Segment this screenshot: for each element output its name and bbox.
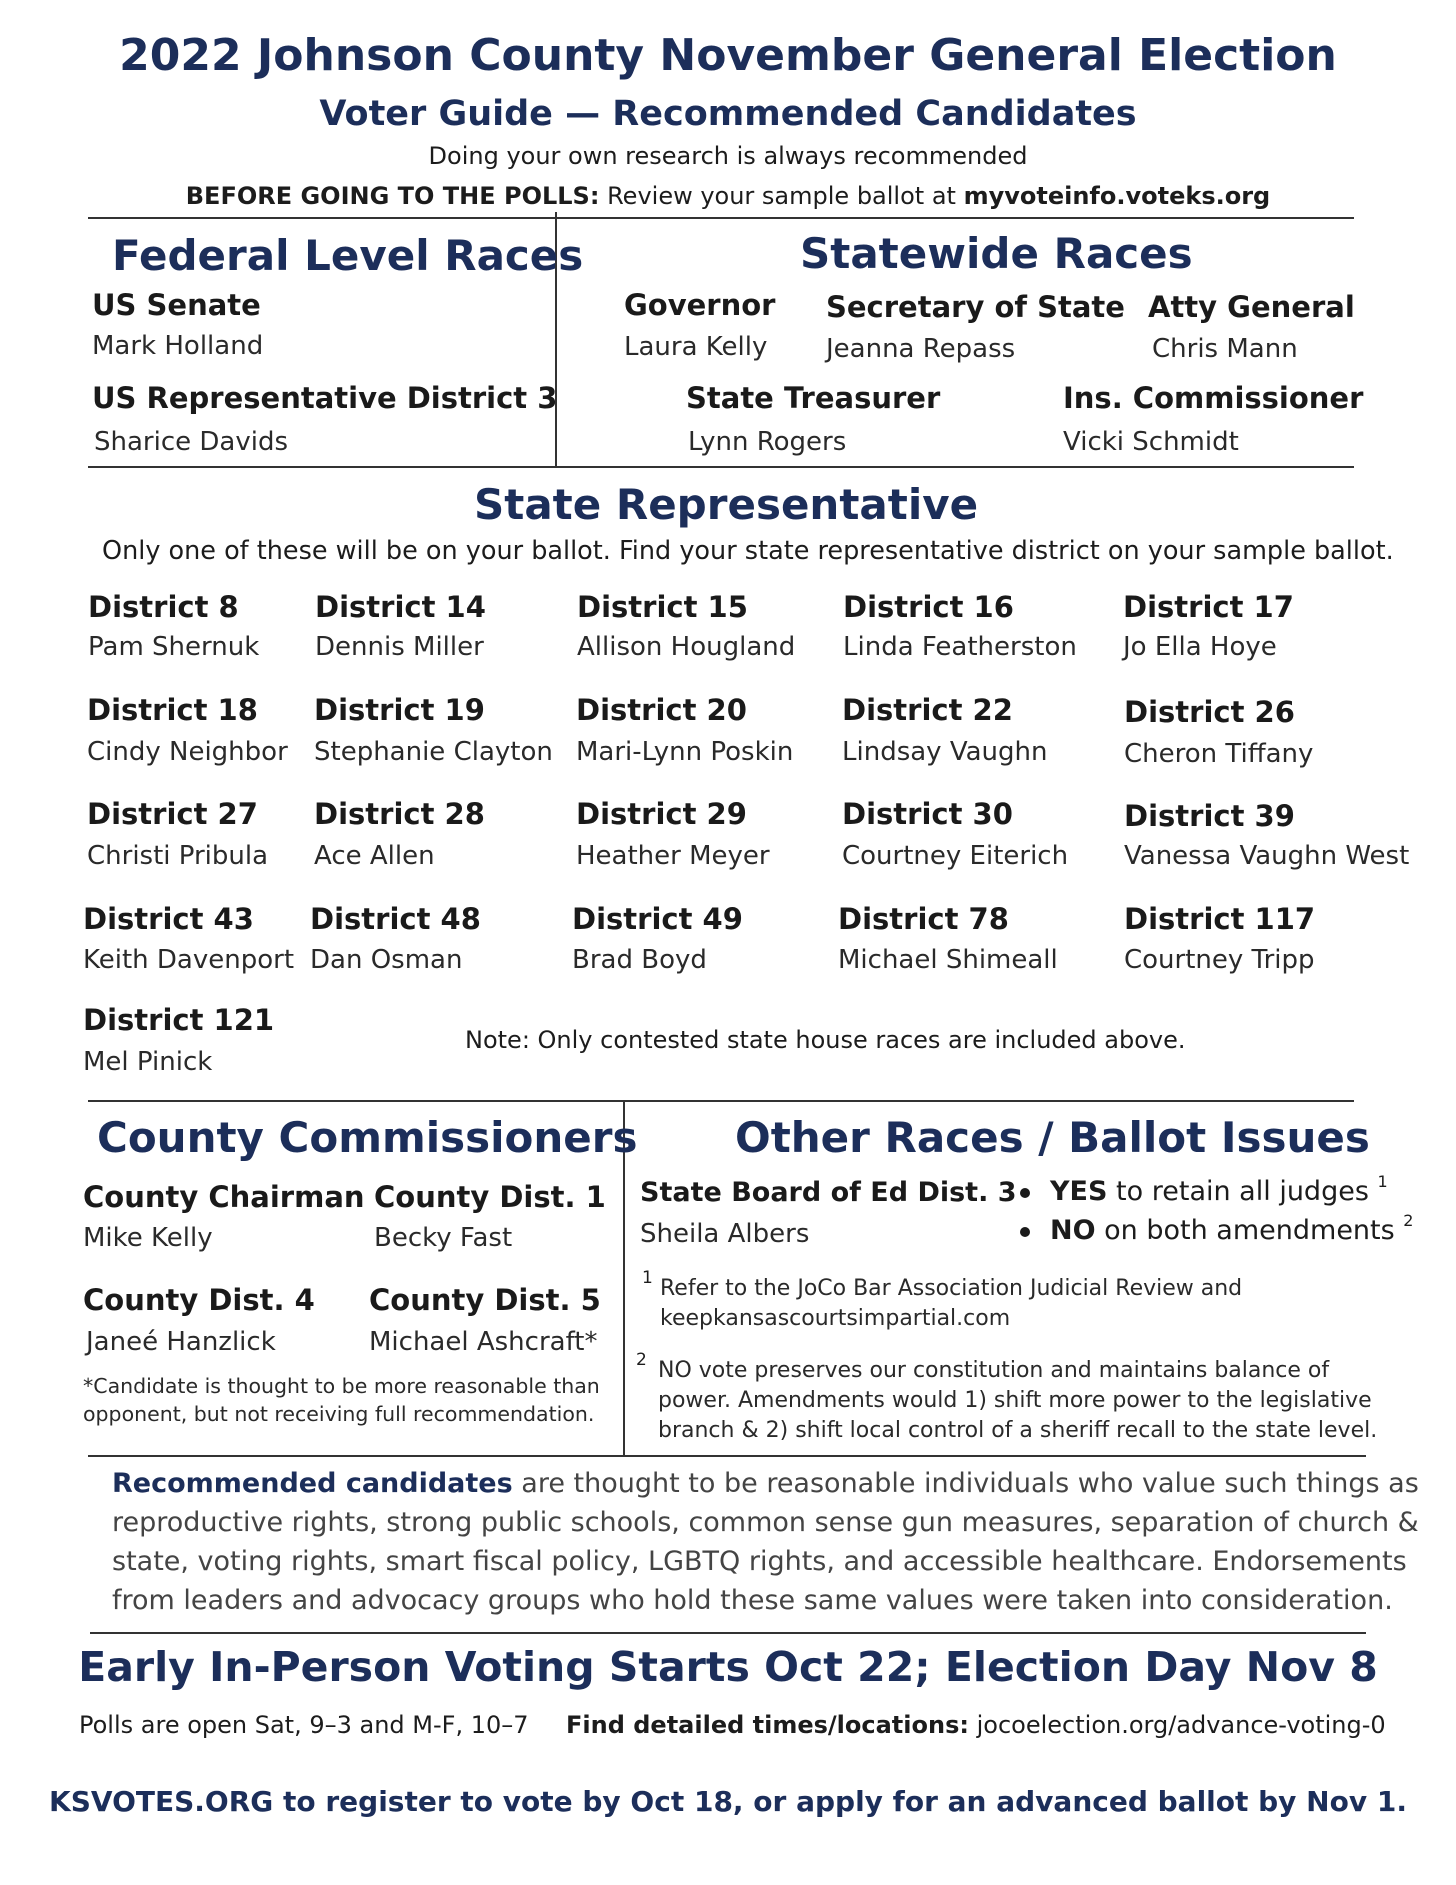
district-title: District 29 (576, 797, 747, 831)
district-title: District 20 (576, 693, 747, 727)
race-title: County Dist. 5 (369, 1283, 601, 1317)
statewide-heading: Statewide Races (800, 229, 1193, 278)
divider (88, 217, 1354, 219)
candidate-name: Laura Kelly (624, 332, 768, 362)
candidate-name: Mel Pinick (83, 1047, 213, 1077)
race-title: Atty General (1148, 290, 1355, 324)
state-rep-heading: State Representative (474, 480, 979, 529)
race-title: State Treasurer (686, 381, 941, 415)
district-title: District 48 (310, 902, 481, 936)
divider (88, 1100, 1354, 1102)
district-title: District 22 (842, 693, 1013, 727)
candidate-name: Mike Kelly (83, 1223, 213, 1253)
issue-text: to retain all judges (1116, 1176, 1369, 1207)
race-title: Secretary of State (826, 290, 1125, 324)
footnote-ref: 1 (1377, 1172, 1388, 1191)
divider (90, 1632, 1366, 1634)
candidate-name: Christi Pribula (87, 841, 269, 871)
early-voting-details (566, 1711, 1386, 1739)
footnote-line: Refer to the JoCo Bar Association Judicial Review and (660, 1276, 1243, 1301)
candidate-name: Vicki Schmidt (1063, 427, 1239, 457)
recommended-line: from leaders and advocacy groups who hold these same values were taken into consideration. (112, 1585, 1393, 1616)
candidate-name: Becky Fast (374, 1223, 513, 1253)
district-title: District 78 (838, 902, 1009, 936)
candidate-name: Janeé Hanzlick (86, 1327, 276, 1357)
county-footnote-line: opponent, but not receiving full recommendation. (83, 1402, 595, 1426)
candidate-name: Dan Osman (310, 945, 463, 975)
federal-heading: Federal Level Races (112, 231, 584, 280)
candidate-name: Ace Allen (314, 841, 435, 871)
ballot-issue-item (1020, 1211, 1414, 1246)
polls-label: BEFORE GOING TO THE POLLS: (185, 182, 600, 210)
district-title: District 17 (1123, 590, 1294, 624)
county-footnote-line: *Candidate is thought to be more reasonable than (83, 1374, 600, 1398)
candidate-name: Sharice Davids (94, 427, 288, 457)
candidate-name: Michael Shimeall (838, 945, 1058, 975)
issue-vote: YES (1050, 1176, 1108, 1207)
candidate-name: Courtney Eiterich (842, 841, 1069, 871)
footnote-number: 2 (636, 1350, 647, 1370)
candidate-name: Cheron Tiffany (1124, 739, 1314, 769)
polls-text: Review your sample ballot at (607, 182, 956, 210)
polls-notice (0, 182, 1456, 210)
page-subtitle: Voter Guide — Recommended Candidates (319, 94, 1137, 134)
candidate-name: Dennis Miller (315, 632, 484, 662)
candidate-name: Jeanna Repass (826, 334, 1016, 364)
state-rep-note: Note: Only contested state house races are included above. (465, 1026, 1186, 1054)
divider (88, 1455, 1366, 1457)
candidate-name: Michael Ashcraft* (369, 1327, 598, 1357)
county-heading: County Commissioners (97, 1113, 638, 1162)
district-title: District 30 (842, 797, 1013, 831)
other-heading: Other Races / Ballot Issues (735, 1113, 1370, 1162)
district-title: District 49 (572, 902, 743, 936)
recommended-lead: Recommended candidates (112, 1468, 513, 1499)
district-title: District 43 (83, 902, 254, 936)
candidate-name: Chris Mann (1152, 334, 1298, 364)
candidate-name: Mari-Lynn Poskin (576, 737, 794, 767)
polls-hours: Polls are open Sat, 9–3 and M-F, 10–7 (79, 1711, 529, 1739)
issue-vote: NO (1050, 1215, 1096, 1246)
district-title: District 26 (1124, 695, 1295, 729)
district-title: District 18 (87, 693, 258, 727)
race-title: US Senate (92, 288, 261, 322)
footnote-line: power. Amendments would 1) shift more power to the legislative (658, 1388, 1372, 1413)
candidate-name: Pam Shernuk (88, 632, 260, 662)
district-title: District 39 (1124, 799, 1295, 833)
district-title: District 15 (577, 590, 748, 624)
footnote-number: 1 (642, 1268, 653, 1288)
race-title: County Dist. 1 (374, 1180, 606, 1214)
candidate-name: Allison Hougland (577, 632, 796, 662)
race-title: County Chairman (83, 1180, 365, 1214)
candidate-name: Courtney Tripp (1124, 945, 1315, 975)
district-title: District 19 (314, 693, 485, 727)
district-title: District 8 (88, 590, 239, 624)
candidate-name: Sheila Albers (640, 1219, 810, 1249)
early-voting-heading: Early In-Person Voting Starts Oct 22; Election Day Nov 8 (78, 1643, 1378, 1691)
ballot-issue-item (1020, 1172, 1388, 1207)
race-title: US Representative District 3 (92, 381, 558, 415)
divider (88, 466, 1354, 468)
candidate-name: Keith Davenport (83, 945, 295, 975)
candidate-name: Vanessa Vaughn West (1124, 841, 1410, 871)
footnote-line: keepkansascourtsimpartial.com (660, 1306, 1011, 1331)
candidate-name: Mark Holland (92, 331, 264, 361)
details-site: jocoelection.org/advance-voting-0 (976, 1711, 1386, 1739)
details-label: Find detailed times/locations: (566, 1711, 969, 1739)
district-title: District 117 (1124, 902, 1316, 936)
candidate-name: Brad Boyd (572, 945, 707, 975)
district-title: District 16 (843, 590, 1014, 624)
footer-callout: KSVOTES.ORG to register to vote by Oct 18, or apply for an advanced ballot by Nov 1. (49, 1785, 1407, 1818)
bullet-icon (1020, 1227, 1030, 1237)
research-note: Doing your own research is always recommended (428, 142, 1028, 170)
candidate-name: Jo Ella Hoye (1123, 632, 1277, 662)
race-title: Ins. Commissioner (1063, 381, 1364, 415)
race-title: State Board of Ed Dist. 3 (640, 1177, 1017, 1208)
page-title: 2022 Johnson County November General Election (119, 30, 1337, 81)
bullet-icon (1020, 1188, 1030, 1198)
district-title: District 14 (315, 590, 486, 624)
district-title: District 27 (87, 797, 258, 831)
polls-site: myvoteinfo.voteks.org (963, 182, 1271, 210)
recommended-line: reproductive rights, strong public schools, common sense gun measures, separation of church & (112, 1507, 1419, 1538)
recommended-line (112, 1468, 1419, 1499)
candidate-name: Lynn Rogers (688, 427, 847, 457)
recommended-line: state, voting rights, smart fiscal policy, LGBTQ rights, and accessible healthcare. Endorsements (112, 1546, 1407, 1577)
candidate-name: Heather Meyer (576, 841, 770, 871)
candidate-name: Stephanie Clayton (314, 737, 553, 767)
recommended-text: are thought to be reasonable individuals who value such things as (521, 1468, 1419, 1499)
district-title: District 28 (314, 797, 485, 831)
footnote-line: NO vote preserves our constitution and maintains balance of (658, 1358, 1330, 1383)
district-title: District 121 (83, 1003, 275, 1037)
race-title: County Dist. 4 (83, 1283, 315, 1317)
candidate-name: Linda Featherston (843, 632, 1077, 662)
candidate-name: Lindsay Vaughn (842, 737, 1048, 767)
issue-text: on both amendments (1104, 1215, 1395, 1246)
race-title: Governor (624, 288, 776, 322)
candidate-name: Cindy Neighbor (87, 737, 288, 767)
footnote-line: branch & 2) shift local control of a sheriff recall to the state level. (658, 1418, 1378, 1443)
footnote-ref: 2 (1403, 1211, 1414, 1230)
state-rep-instructions: Only one of these will be on your ballot. Find your state representative district on your sample ballot. (102, 536, 1394, 566)
